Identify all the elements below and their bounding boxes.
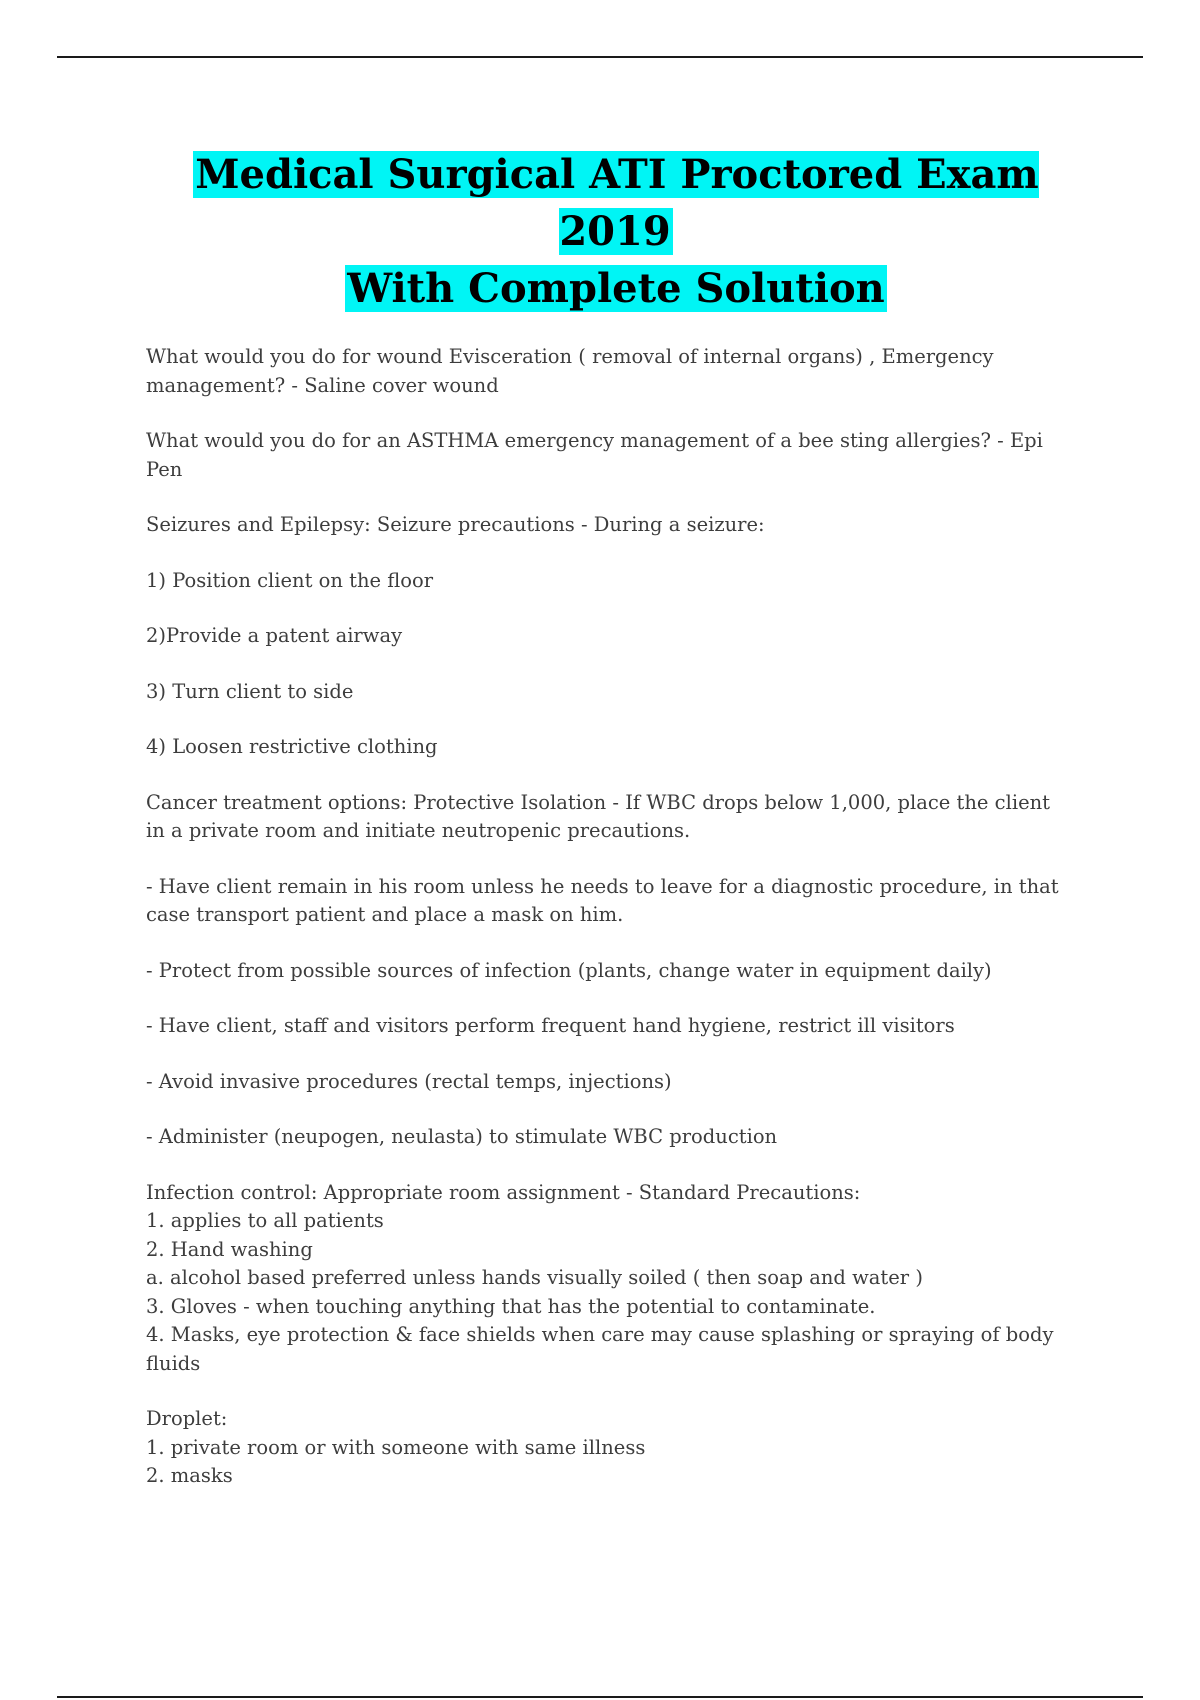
title-line-2: With Complete Solution — [347, 265, 885, 312]
text-line: - Protect from possible sources of infection (plants, change water in equipment daily) — [146, 958, 992, 982]
paragraph — [146, 733, 1086, 762]
paragraph — [146, 343, 1086, 400]
text-line: management? - Saline cover wound — [146, 373, 499, 397]
document-page — [146, 146, 1086, 1518]
text-line: What would you do for wound Evisceration ( removal of internal organs) , Emergency — [146, 345, 994, 368]
text-line: 4) Loosen restrictive clothing — [146, 735, 438, 758]
paragraph — [146, 1068, 1086, 1097]
paragraph — [146, 511, 1086, 540]
paragraph — [146, 1012, 1086, 1041]
document-body — [146, 343, 1086, 1491]
text-line: 2. Hand washing — [146, 1237, 313, 1261]
text-line: 2)Provide a patent airway — [146, 624, 403, 647]
top-rule — [57, 56, 1143, 58]
text-line: fluids — [146, 1351, 201, 1375]
text-line: Cancer treatment options: Protective Isolation - If WBC drops below 1,000, place the client — [146, 790, 1050, 814]
text-line: 1. applies to all patients — [146, 1209, 384, 1232]
paragraph — [146, 957, 1086, 986]
text-line: Droplet: — [146, 1407, 228, 1430]
text-line: 3) Turn client to side — [146, 679, 354, 703]
text-line: Pen — [146, 457, 183, 481]
paragraph — [146, 1123, 1086, 1152]
text-line: - Have client remain in his room unless he needs to leave for a diagnostic procedure, in that — [146, 874, 1059, 898]
paragraph — [146, 1179, 1086, 1379]
paragraph — [146, 1405, 1086, 1491]
bottom-rule — [57, 1696, 1143, 1698]
title-line-1: Medical Surgical ATI Proctored Exam 2019 — [195, 151, 1039, 255]
paragraph — [146, 873, 1086, 930]
paragraph — [146, 678, 1086, 707]
paragraph — [146, 567, 1086, 596]
text-line: - Administer (neupogen, neulasta) to stimulate WBC production — [146, 1125, 778, 1148]
text-line: 4. Masks, eye protection & face shields when care may cause splashing or spraying of body — [146, 1323, 1054, 1346]
text-line: What would you do for an ASTHMA emergency management of a bee sting allergies? - Epi — [146, 429, 1043, 452]
paragraph — [146, 622, 1086, 651]
text-line: - Avoid invasive procedures (rectal temps, injections) — [146, 1069, 672, 1093]
text-line: Infection control: Appropriate room assignment - Standard Precautions: — [146, 1180, 861, 1204]
text-line: Seizures and Epilepsy: Seizure precautions - During a seizure: — [146, 513, 765, 536]
paragraph — [146, 427, 1086, 484]
text-line: 2. masks — [146, 1464, 233, 1487]
text-line: a. alcohol based preferred unless hands visually soiled ( then soap and water ) — [146, 1266, 923, 1289]
text-line: 1. private room or with someone with same illness — [146, 1435, 646, 1459]
text-line: - Have client, staff and visitors perform frequent hand hygiene, restrict ill visitors — [146, 1014, 955, 1037]
text-line: in a private room and initiate neutropenic precautions. — [146, 819, 691, 842]
paragraph — [146, 789, 1086, 846]
text-line: 3. Gloves - when touching anything that has the potential to contaminate. — [146, 1294, 876, 1318]
text-line: case transport patient and place a mask on him. — [146, 903, 624, 926]
document-title — [146, 146, 1086, 317]
text-line: 1) Position client on the floor — [146, 568, 434, 592]
